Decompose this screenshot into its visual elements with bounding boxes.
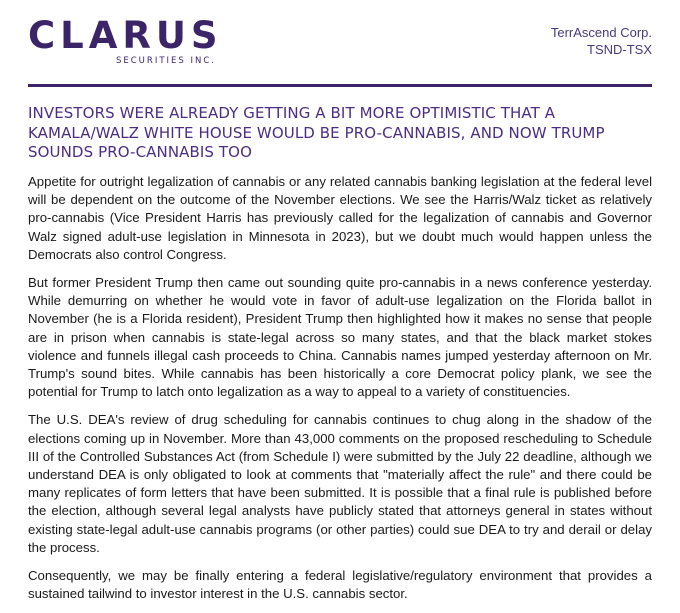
paragraph-2: But former President Trump then came out sounding quite pro-cannabis in a news conference yesterday. While demurring on whether he would vote in favor of adult-use legalization on the Florida ballot in November (he is a Florida resident), President Trump then highlighted how it makes no sense that people are in prison when cannabis is state-legal across so many states, and that the black market stokes violence and funnels illegal cash proceeds to China. Cannabis names jumped yesterday afternoon on Mr. Trump's sound bites. While cannabis has been historically a core Democrat policy plank, we see the potential for Trump to latch onto legalization as a way to appeal to a variety of constituencies.	[28, 275, 652, 400]
paragraph-1: Appetite for outright legalization of cannabis or any related cannabis banking legislation at the federal level will be dependent on the outcome of the November elections. We see the Harris/Walz ticket as relatively pro-cannabis (Vice President Harris has previously called for the legalization of cannabis and Governor Walz signed adult-use legislation in Minnesota in 2023), but we doubt much would happen unless the Democrats also control Congress.	[28, 174, 652, 262]
logo-subtitle: SECURITIES INC.	[115, 56, 216, 66]
article-body	[28, 173, 652, 613]
company-name: TerrAscend Corp.	[550, 25, 652, 40]
clarus-logo	[28, 16, 228, 66]
header-divider	[28, 84, 652, 87]
article-headline: INVESTORS WERE ALREADY GETTING A BIT MORE OPTIMISTIC THAT A KAMALA/WALZ WHITE HOUSE WOULD BE PRO-CANNABIS, AND NOW TRUMP SOUNDS PRO-CANNABIS TOO	[28, 104, 605, 161]
company-info	[551, 24, 652, 58]
logo-wordmark: CLARUS	[28, 14, 223, 57]
paragraph-3: The U.S. DEA's review of drug scheduling for cannabis continues to chug along in the shadow of the elections coming up in November. More than 43,000 comments on the proposed rescheduling to Schedule III of the Controlled Substances Act (from Schedule I) were submitted by the July 22 deadline, although we understand DEA is only obligated to look at comments that "materially affect the rule" and there could be many replicates of form letters that have been submitted. It is possible that a final rule is published before the election, although several legal analysts have publicly stated that attorneys general in states without existing state-legal adult-use cannabis programs (or other parties) could sue DEA to try and derail or delay the process.	[28, 412, 652, 555]
ticker-symbol: TSND-TSX	[587, 42, 652, 57]
paragraph-4: Consequently, we may be finally entering a federal legislative/regulatory environment that provides a sustained tailwind to investor interest in the U.S. cannabis sector.	[28, 568, 652, 602]
